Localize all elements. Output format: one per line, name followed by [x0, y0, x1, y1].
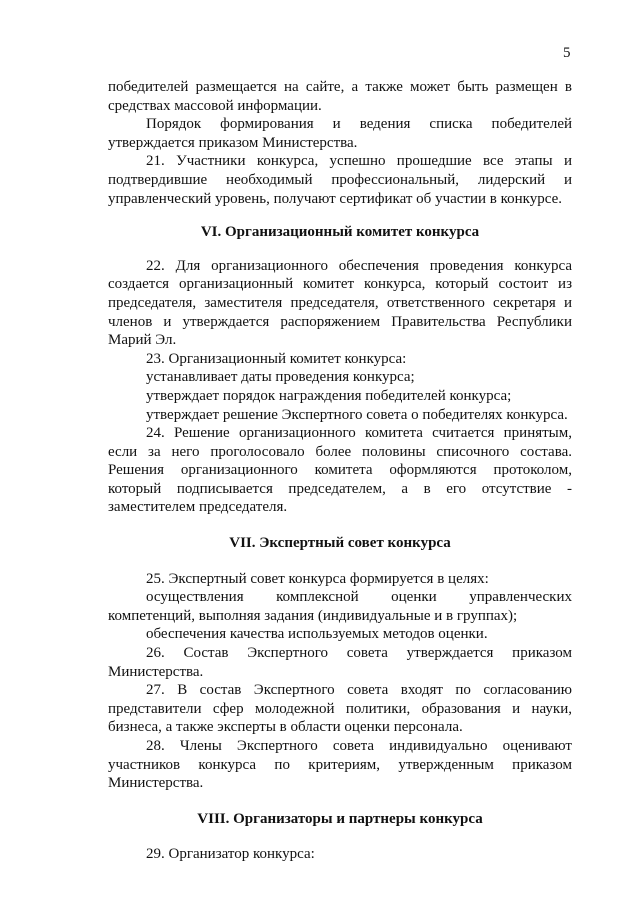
document-body [108, 78, 572, 864]
section-heading-vi: VI. Организационный комитет конкурса [200, 224, 480, 241]
paragraph-item-22: 22. Для организационного обеспечения проведения конкурса создается организационный комитет конкурса, который состоит из председателя, заместителя председателя, ответственного секретаря и членов и утверждается распоряжением Правительства Республики Марий Эл. [108, 257, 572, 349]
list-item: осуществления комплексной оценки управленческих компетенций, выполняя задания (индивидуальные и в группах); [108, 589, 572, 624]
paragraph-item-23: 23. Организационный комитет конкурса: [146, 350, 407, 367]
section-heading-vii: VII. Экспертный совет конкурса [229, 535, 451, 552]
list-item: устанавливает даты проведения конкурса; [146, 369, 415, 386]
section-heading-viii: VIII. Организаторы и партнеры конкурса [197, 810, 483, 827]
paragraph-item-21: 21. Участники конкурса, успешно прошедшие все этапы и подтвердившие необходимый профессиональный, лидерский и управленческий уровень, получают сертификат об участии в конкурсе. [108, 153, 572, 207]
paragraph-item-29: 29. Организатор конкурса: [146, 846, 315, 863]
page-number: 5 [563, 45, 571, 61]
list-item: утверждает решение Экспертного совета о победителях конкурса. [146, 406, 568, 423]
paragraph-item-28: 28. Члены Экспертного совета индивидуально оценивают участников конкурса по критериям, утвержденным приказом Министерства. [108, 738, 572, 792]
paragraph-item-27: 27. В состав Экспертного совета входят по согласованию представители сфер молодежной политики, образования и науки, бизнеса, а также эксперты в области оценки персонала. [108, 682, 572, 736]
paragraph-item-24: 24. Решение организационного комитета считается принятым, если за него проголосовало более половины списочного состава. Решения организационного комитета оформляются протоколом, который подписывается председателем, а в его отсутствие - заместителем председателя. [108, 425, 572, 516]
paragraph-item-26: 26. Состав Экспертного совета утверждается приказом Министерства. [108, 645, 572, 680]
list-item: обеспечения качества используемых методов оценки. [146, 626, 488, 643]
list-item: утверждает порядок награждения победителей конкурса; [146, 387, 512, 404]
paragraph: победителей размещается на сайте, а также может быть размещен в средствах массовой информации. [108, 79, 572, 114]
paragraph: Порядок формирования и ведения списка победителей утверждается приказом Министерства. [108, 116, 572, 151]
paragraph-item-25: 25. Экспертный совет конкурса формируется в целях: [146, 570, 489, 587]
